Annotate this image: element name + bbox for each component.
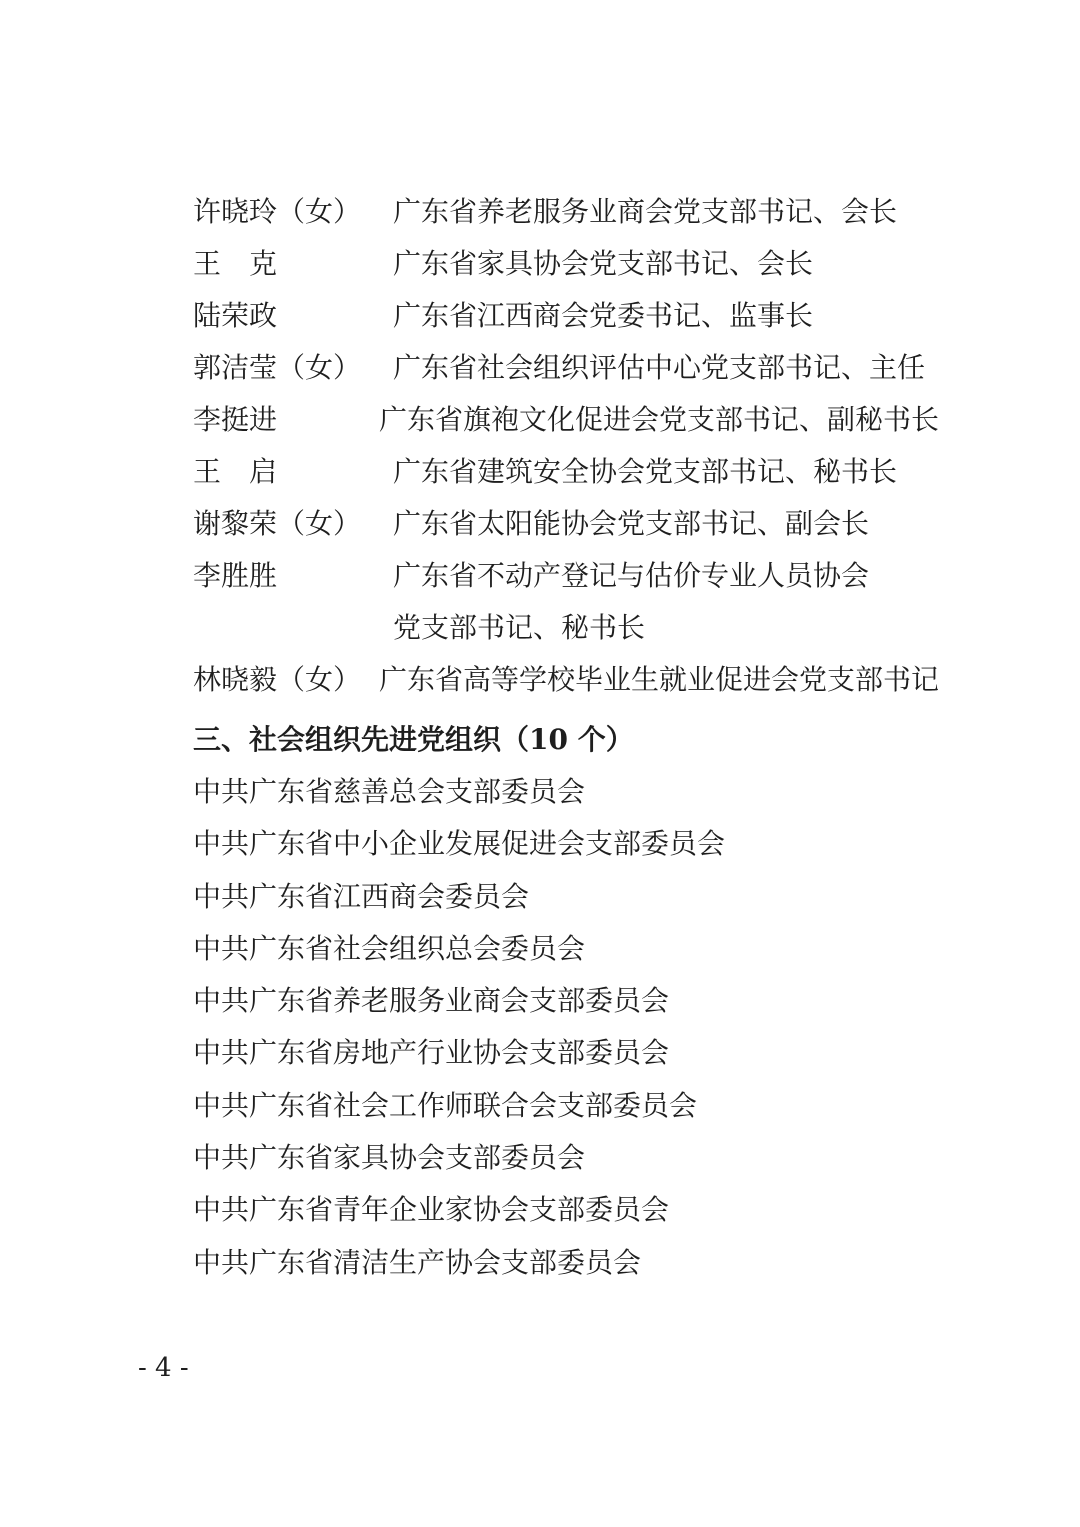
honoree-title: 广东省建筑安全协会党支部书记、秘书长 [393, 455, 898, 488]
honoree-name: 谢黎荣（女） [193, 507, 362, 540]
honoree-name: 王 启 [193, 455, 278, 488]
honoree-row [193, 498, 973, 550]
honoree-name: 李挺进 [193, 403, 278, 436]
honoree-row [193, 342, 973, 394]
honoree-row [193, 394, 973, 446]
honoree-title: 广东省高等学校毕业生就业促进会党支部书记 [379, 663, 940, 696]
organization-item: 中共广东省慈善总会支部委员会 [193, 775, 586, 808]
organization-item: 中共广东省清洁生产协会支部委员会 [193, 1245, 642, 1279]
honoree-row [193, 238, 973, 290]
honoree-title: 广东省家具协会党支部书记、会长 [393, 247, 814, 280]
honoree-title: 广东省太阳能协会党支部书记、副会长 [393, 507, 870, 540]
organization-item: 中共广东省家具协会支部委员会 [193, 1141, 586, 1175]
honoree-row-continuation [193, 602, 973, 654]
honoree-title: 广东省养老服务业商会党支部书记、会长 [393, 195, 898, 228]
organization-item: 中共广东省青年企业家协会支部委员会 [193, 1193, 670, 1227]
honoree-title: 广东省江西商会党委书记、监事长 [393, 299, 814, 332]
honoree-list [193, 186, 973, 706]
honoree-row [193, 186, 973, 238]
page-number: - 4 - [138, 1353, 189, 1383]
organization-item: 中共广东省江西商会委员会 [193, 879, 530, 913]
honoree-row [193, 446, 973, 498]
honoree-title: 党支部书记、秘书长 [393, 611, 646, 644]
organization-item: 中共广东省社会组织总会委员会 [193, 931, 586, 965]
organization-item: 中共广东省养老服务业商会支部委员会 [193, 984, 670, 1018]
honoree-name: 李胜胜 [193, 559, 278, 592]
honoree-row [193, 654, 973, 706]
honoree-name: 王 克 [193, 247, 278, 280]
honoree-title: 广东省旗袍文化促进会党支部书记、副秘书长 [379, 403, 940, 436]
honoree-name: 陆荣政 [193, 299, 278, 332]
honoree-row [193, 290, 973, 342]
honoree-title: 广东省社会组织评估中心党支部书记、主任 [393, 351, 926, 384]
honoree-name: 许晓玲（女） [193, 195, 362, 228]
honoree-name: 林晓毅（女） [193, 663, 362, 696]
organization-item: 中共广东省中小企业发展促进会支部委员会 [193, 827, 726, 861]
honoree-name: 郭洁莹（女） [193, 351, 362, 384]
section-heading: 三、社会组织先进党组织（10 个） [193, 723, 634, 756]
honoree-title: 广东省不动产登记与估价专业人员协会 [393, 559, 870, 592]
organization-item: 中共广东省房地产行业协会支部委员会 [193, 1036, 670, 1070]
honoree-row [193, 550, 973, 602]
organization-item: 中共广东省社会工作师联合会支部委员会 [193, 1088, 698, 1122]
organization-list [193, 766, 953, 1289]
